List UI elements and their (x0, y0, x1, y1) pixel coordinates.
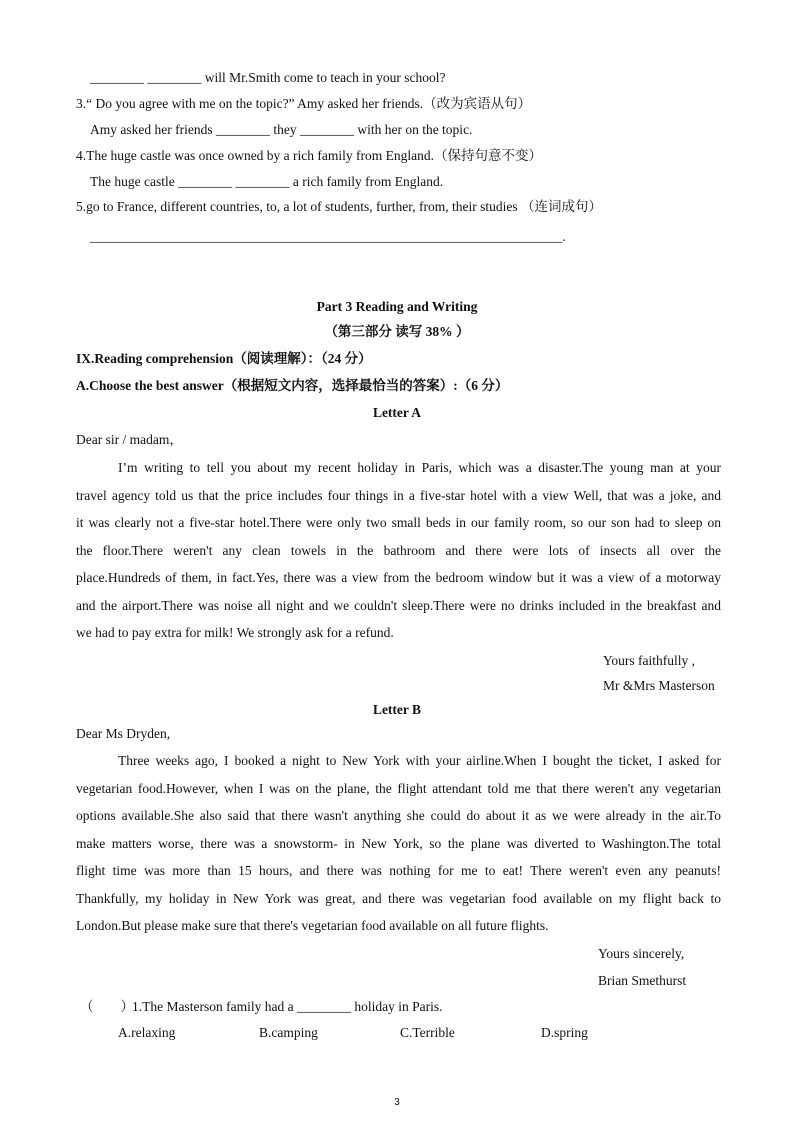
page-number: 3 (394, 1097, 400, 1108)
q5-answer-line: ______________________________________________________________________. (90, 229, 566, 244)
q3-answer-line: Amy asked her friends ________ they ________ with her on the topic. (90, 122, 473, 137)
letter-a-greeting: Dear sir / madam， (76, 432, 183, 447)
q3-prompt: 3.“ Do you agree with me on the topic?” Amy asked her friends.（改为宾语从句） (76, 96, 532, 111)
letter-b-line: options available.She also said that there wasn't anything she could do about it as we were already in the air.To (76, 808, 721, 823)
option-a: A.relaxing (118, 1025, 176, 1040)
letter-b-line: vegetarian food.However, when I was on the plane, the flight attendant told me that there weren't any vegetarian (76, 781, 721, 796)
letter-a-line: place.Hundreds of them, in fact.Yes, there was a view from the bedroom window but it was a view of a motorway (76, 570, 721, 585)
letter-b-closing: Yours sincerely, (598, 946, 685, 961)
option-b: B.camping (259, 1025, 318, 1040)
letter-a-line: I’m writing to tell you about my recent holiday in Paris, which was a disaster.The young man at your (118, 460, 721, 475)
section-ix-heading: IX.Reading comprehension（阅读理解）：（24 分） (76, 351, 372, 366)
letter-b-line: London.But please make sure that there's vegetarian food available on all future flights. (76, 918, 549, 933)
letter-b-line: Three weeks ago, I booked a night to New York with your airline.When I bought the ticket, I asked for (118, 753, 721, 768)
q4-prompt: 4.The huge castle was once owned by a rich family from England.（保持句意不变） (76, 148, 543, 163)
part3-subtitle: （第三部分 读写 38% ） (324, 324, 470, 339)
letter-b-signature: Brian Smethurst (598, 973, 687, 988)
letter-a-title: Letter A (372, 405, 422, 420)
answer-bracket: （ ） (80, 999, 134, 1014)
letter-a-closing: Yours faithfully , (603, 653, 696, 668)
letter-b-greeting: Dear Ms Dryden, (76, 726, 171, 741)
letter-a-line: the floor.There weren't any clean towels in the bathroom and there were lots of insects all over the (76, 543, 721, 558)
option-d: D.spring (541, 1025, 588, 1040)
letter-a-line: and the airport.There was noise all night and we couldn't sleep.There were no drinks included in the breakfast and (76, 598, 721, 613)
part3-title: Part 3 Reading and Writing (316, 299, 478, 314)
option-c: C.Terrible (400, 1025, 455, 1040)
letter-a-line: travel agency told us that the price includes four things in a five-star hotel with a view Well, that was a joke, and (76, 488, 721, 503)
letter-b-title: Letter B (372, 702, 422, 717)
q5-prompt: 5.go to France, different countries, to, a lot of students, further, from, their studies （连词成句） (76, 199, 602, 214)
q2-answer-line: ________ ________ will Mr.Smith come to teach in your school? (90, 70, 446, 85)
letter-a-line: it was clearly not a five-star hotel.There were only two small beds in our family room, so our son had to sleep on (76, 515, 721, 530)
question-1-stem: 1.The Masterson family had a ________ holiday in Paris. (132, 999, 443, 1014)
section-a-heading: A.Choose the best answer（根据短文内容，选择最恰当的答案）:（6 分） (76, 378, 509, 393)
letter-a-signature: Mr &Mrs Masterson (603, 678, 715, 693)
q4-answer-line: The huge castle ________ ________ a rich family from England. (90, 174, 444, 189)
letter-b-line: Thankfully, my holiday in New York was great, and there was vegetarian food available on my flight back to (76, 891, 721, 906)
letter-b-line: flight time was more than 15 hours, and there was nothing for me to eat! There weren't even any peanuts! (76, 863, 721, 878)
letter-a-line: we had to pay extra for milk! We strongly ask for a refund. (76, 625, 394, 640)
letter-b-line: make matters worse, there was a snowstorm- in New York, so the plane was diverted to Washington.The total (76, 836, 721, 851)
